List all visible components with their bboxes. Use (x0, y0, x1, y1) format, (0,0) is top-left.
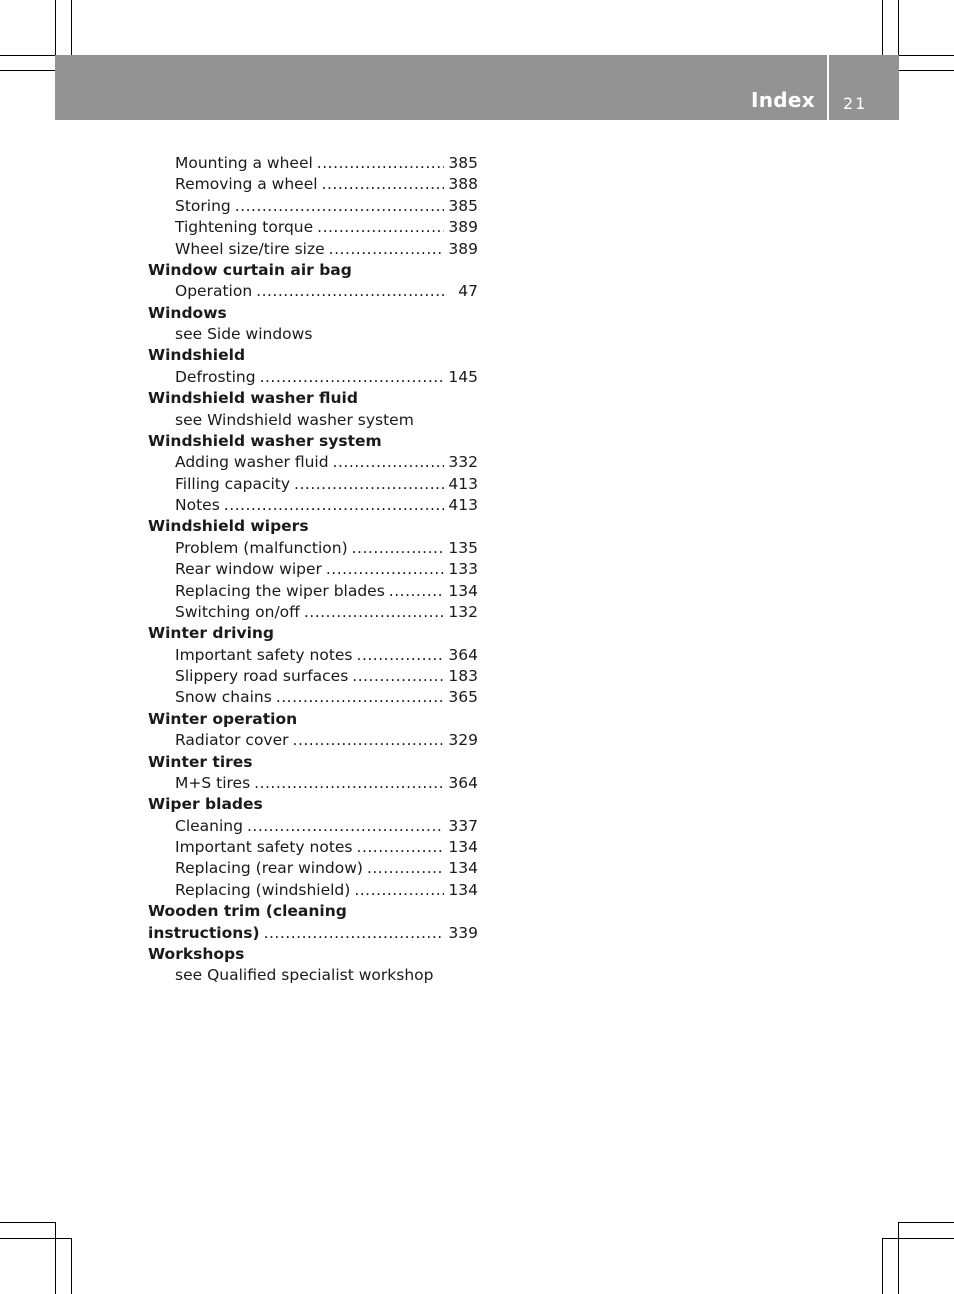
index-heading: Windshield washer fluid (148, 389, 358, 408)
entry-label: Rear window wiper (175, 560, 322, 579)
index-entry (148, 858, 478, 879)
entry-page: 385 (448, 196, 478, 215)
entry-page: 364 (448, 773, 478, 792)
index-heading: Winter operation (148, 709, 298, 728)
dot-leader (317, 217, 444, 238)
entry-page: 389 (448, 218, 478, 237)
entry-page: 134 (448, 838, 478, 856)
entry-label: Replacing (windshield) (175, 880, 351, 899)
index-heading: Wiper blades (148, 795, 263, 814)
dot-leader (357, 837, 445, 858)
crop-mark (898, 1222, 954, 1223)
crop-mark (882, 0, 883, 56)
entry-label: Replacing (rear window) (175, 859, 363, 878)
index-entry (148, 666, 478, 687)
entry-page: 389 (448, 239, 478, 258)
index-entry (148, 538, 478, 559)
entry-page: 134 (448, 859, 478, 878)
entry-page: 332 (448, 453, 478, 472)
index-entry (148, 559, 478, 580)
crop-mark (882, 1238, 954, 1239)
dot-leader (293, 730, 445, 751)
crop-mark (55, 1222, 56, 1294)
index-entry (148, 239, 478, 260)
crop-mark (898, 0, 899, 56)
entry-page: 413 (448, 496, 478, 514)
dot-leader (260, 367, 445, 388)
entry-label: Problem (malfunction) (175, 538, 348, 557)
entry-label: M+S tires (175, 773, 251, 792)
index-entry (148, 217, 478, 238)
crop-mark (898, 1222, 899, 1294)
index-heading: Workshops (148, 944, 245, 963)
index-entry (148, 452, 478, 473)
entry-page: 135 (448, 538, 478, 557)
index-list (148, 153, 478, 987)
dot-leader (389, 581, 445, 602)
entry-label: Wheel size/tire size (175, 239, 325, 258)
dot-leader (352, 666, 444, 687)
entry-label: Replacing the wiper blades (175, 581, 385, 600)
index-entry (148, 495, 478, 516)
index-entry (148, 174, 478, 195)
index-entry (148, 687, 478, 708)
dot-leader (357, 645, 445, 666)
index-heading: Windshield washer system (148, 431, 382, 450)
index-entry (148, 367, 478, 388)
entry-label: Important safety notes (175, 838, 353, 856)
dot-leader (276, 687, 445, 708)
entry-label: instructions) (148, 923, 260, 942)
index-entry (148, 773, 478, 794)
dot-leader (326, 559, 445, 580)
see-reference: see Windshield washer system (175, 410, 414, 429)
crop-mark (898, 55, 954, 56)
entry-page: 145 (448, 367, 478, 386)
entry-label: Slippery road surfaces (175, 667, 349, 685)
index-entry (148, 730, 478, 751)
index-entry (148, 645, 478, 666)
index-heading: Window curtain air bag (148, 260, 352, 279)
page-title: Index (751, 88, 815, 112)
entry-page: 329 (448, 731, 478, 750)
entry-page: 183 (448, 667, 478, 685)
dot-leader (333, 452, 445, 473)
index-entry (148, 923, 478, 944)
index-heading: Winter tires (148, 752, 253, 771)
crop-mark (55, 0, 56, 56)
index-heading: Windshield (148, 346, 246, 365)
index-entry (148, 816, 478, 837)
dot-leader (304, 602, 445, 623)
crop-mark (0, 55, 56, 56)
index-entry (148, 581, 478, 602)
entry-page: 134 (448, 880, 478, 899)
index-entry (148, 880, 478, 901)
index-entry (148, 281, 478, 302)
entry-page: 413 (448, 474, 478, 493)
entry-page: 132 (448, 602, 478, 621)
crop-mark (0, 1222, 56, 1223)
crop-mark (71, 0, 72, 56)
dot-leader (264, 923, 445, 944)
entry-label: Snow chains (175, 688, 272, 707)
dot-leader (322, 174, 445, 195)
entry-page: 385 (448, 154, 478, 172)
dot-leader (367, 858, 444, 879)
dot-leader (317, 153, 445, 174)
crop-mark (71, 1238, 72, 1294)
entry-label: Important safety notes (175, 645, 353, 664)
entry-label: Mounting a wheel (175, 154, 313, 172)
entry-label: Notes (175, 496, 220, 514)
entry-page: 337 (448, 816, 478, 835)
entry-page: 388 (448, 175, 478, 194)
dot-leader (256, 281, 446, 302)
crop-mark (882, 1238, 883, 1294)
index-entry (148, 474, 478, 495)
entry-label: Filling capacity (175, 474, 291, 493)
entry-page: 339 (448, 923, 478, 942)
entry-page: 364 (448, 645, 478, 664)
entry-label: Radiator cover (175, 731, 289, 750)
entry-page: 134 (448, 581, 478, 600)
dot-leader (352, 538, 445, 559)
dot-leader (329, 239, 445, 260)
index-heading: Windshield wipers (148, 517, 309, 536)
entry-label: Cleaning (175, 816, 243, 835)
dot-leader (294, 474, 444, 495)
page-number: 21 (843, 94, 868, 113)
entry-label: Switching on/off (175, 602, 300, 621)
entry-page: 133 (448, 560, 478, 579)
entry-label: Defrosting (175, 367, 256, 386)
crop-mark (898, 70, 954, 71)
index-entry (148, 196, 478, 217)
entry-page: 365 (448, 688, 478, 707)
crop-mark (0, 1238, 72, 1239)
dot-leader (354, 880, 444, 901)
see-reference: see Qualified specialist workshop (175, 966, 434, 985)
index-heading: Wooden trim (cleaning (148, 902, 347, 921)
entry-label: Tightening torque (175, 218, 314, 237)
entry-label: Adding washer fluid (175, 453, 329, 472)
entry-label: Storing (175, 196, 231, 215)
dot-leader (247, 816, 444, 837)
dot-leader (235, 196, 445, 217)
index-heading: Windows (148, 303, 227, 322)
entry-label: Removing a wheel (175, 175, 318, 194)
index-entry (148, 837, 478, 858)
dot-leader (254, 773, 444, 794)
index-entry (148, 153, 478, 174)
index-entry (148, 602, 478, 623)
header-separator (827, 55, 829, 120)
entry-page: 47 (458, 282, 478, 301)
crop-mark (0, 70, 56, 71)
entry-label: Operation (175, 282, 253, 301)
dot-leader (224, 495, 445, 516)
index-heading: Winter driving (148, 624, 275, 643)
see-reference: see Side windows (175, 325, 313, 343)
